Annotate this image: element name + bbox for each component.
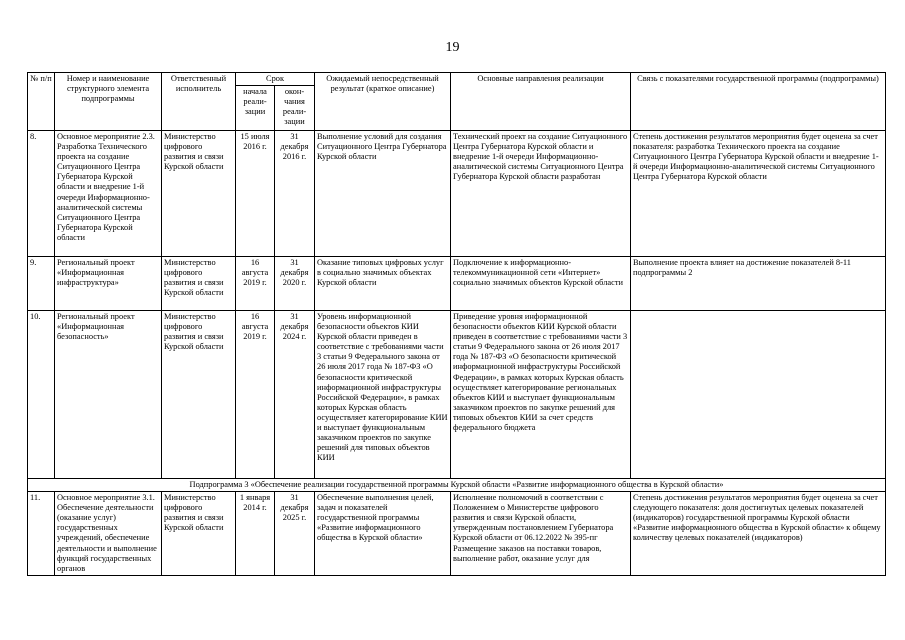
row-num: 11.	[28, 492, 55, 576]
table-row	[28, 257, 886, 311]
row-executor: Министерство цифрового развития и связи Курской области	[162, 492, 236, 576]
row-name: Основное мероприятие 2.3. Разработка Технического проекта на создание Ситуационного Центра Губернатора Курской области и внедрение 1-й очереди Информационно-аналитической системы Ситуационного Центра Губернатора Курской области	[55, 131, 162, 257]
header-num: № п/п	[28, 73, 55, 131]
header-start: начала реали-зации	[236, 86, 275, 131]
row-result: Оказание типовых цифровых услуг в социально значимых объектах Курской области	[315, 257, 451, 311]
table-row	[28, 311, 886, 479]
header-executor: Ответственный исполнитель	[162, 73, 236, 131]
row-name: Региональный проект «Информационная безопасность»	[55, 311, 162, 479]
subprogram-row	[28, 479, 886, 492]
row-start: 16 августа 2019 г.	[236, 257, 275, 311]
row-start: 1 января 2014 г.	[236, 492, 275, 576]
row-result: Обеспечение выполнения целей, задач и показателей государственной программы «Развитие информационного общества в Курской области»	[315, 492, 451, 576]
row-end: 31 декабря 2025 г.	[275, 492, 315, 576]
header-result: Ожидаемый непосредственный результат (краткое описание)	[315, 73, 451, 131]
row-directions: Исполнение полномочий в соответствии с Положением о Министерстве цифрового развития и связи Курской области, утвержденным постановлением Губернатора Курской области от 06.12.2022 № 395-пг Размещение заказов на поставки товаров, выполнение работ, оказание услуг для	[451, 492, 631, 576]
header-end: окон-чания реали-зации	[275, 86, 315, 131]
row-link: Выполнение проекта влияет на достижение показателей 8-11 подпрограммы 2	[631, 257, 886, 311]
header-link: Связь с показателями государственной программы (подпрограммы)	[631, 73, 886, 131]
row-num: 10.	[28, 311, 55, 479]
row-link	[631, 311, 886, 479]
row-link: Степень достижения результатов мероприятия будет оценена за счет показателя: разработка Технического проекта на создание Ситуационного Центра Губернатора Курской области и внедрение 1-й очереди Информационно-аналитической системы Ситуационного Центра Губернатора Курской области	[631, 131, 886, 257]
row-start: 15 июля 2016 г.	[236, 131, 275, 257]
row-num: 9.	[28, 257, 55, 311]
row-directions: Приведение уровня информационной безопасности объектов КИИ Курской области приведен в соответствие с требованиями части 3 статьи 9 Федерального закона от 26 июля 2017 года № 187-ФЗ «О безопасности критической информационной инфраструктуры Российской Федерации», в рамках которых Курская область осуществляет категорирование региональных объектов КИИ и выступает функциональным заказчиком проектов по закупке решений для типовых объектов КИИ за счет средств федерального бюджета	[451, 311, 631, 479]
subprogram-heading: Подпрограмма 3 «Обеспечение реализации государственной программы Курской области «Развитие информационного общества в Курской области»	[28, 479, 886, 492]
program-table	[27, 72, 886, 576]
row-directions: Технический проект на создание Ситуационного Центра Губернатора Курской области и внедрение 1-й очереди Информационно-аналитической системы Ситуационного Центра Губернатора Курской области разработан	[451, 131, 631, 257]
header-term: Срок	[236, 73, 315, 86]
row-num: 8.	[28, 131, 55, 257]
row-result: Уровень информационной безопасности объектов КИИ Курской области приведен в соответствие с требованиями части 3 статьи 9 Федерального закона от 26 июля 2017 года № 187-ФЗ «О безопасности критической информационной инфраструктуры Российской Федерации», в рамках которых Курская область осуществляет категорирование КИИ и выступает функциональным заказчиком проектов по закупке решений для типовых объектов КИИ	[315, 311, 451, 479]
header-directions: Основные направления реализации	[451, 73, 631, 131]
row-end: 31 декабря 2016 г.	[275, 131, 315, 257]
row-result: Выполнение условий для создания Ситуационного Центра Губернатора Курской области	[315, 131, 451, 257]
row-executor: Министерство цифрового развития и связи Курской области	[162, 257, 236, 311]
header-row	[28, 73, 886, 86]
row-executor: Министерство цифрового развития и связи Курской области	[162, 311, 236, 479]
row-directions: Подключение к информационно-телекоммуникационной сети «Интернет» социально значимых объектов Курской области	[451, 257, 631, 311]
row-name: Основное мероприятие 3.1. Обеспечение деятельности (оказание услуг) государственных учреждений, обеспечение деятельности и выполнение функций государственных органов	[55, 492, 162, 576]
row-executor: Министерство цифрового развития и связи Курской области	[162, 131, 236, 257]
row-end: 31 декабря 2020 г.	[275, 257, 315, 311]
row-name: Региональный проект «Информационная инфраструктура»	[55, 257, 162, 311]
header-name: Номер и наименование структурного элемента подпрограммы	[55, 73, 162, 131]
table-row	[28, 492, 886, 576]
row-end: 31 декабря 2024 г.	[275, 311, 315, 479]
row-start: 16 августа 2019 г.	[236, 311, 275, 479]
table-row	[28, 131, 886, 257]
row-link: Степень достижения результатов мероприятия будет оценена за счет следующего показателя: доля достигнутых целевых показателей (индикаторов) государственной программы Курской области «Развитие информационного общества в Курской области» к общему количеству целевых показателей (индикаторов)	[631, 492, 886, 576]
page-number: 19	[445, 40, 460, 55]
